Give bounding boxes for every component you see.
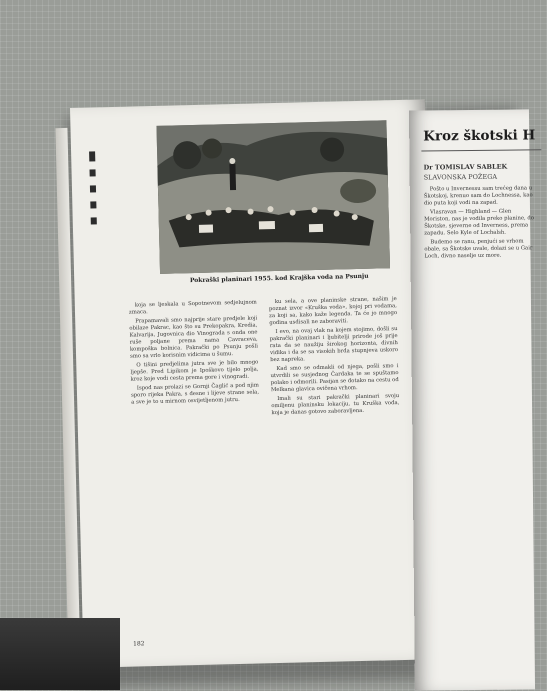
paragraph: Imali su stari pakrački planinari svoju omiljenu planinsku lokaciju, tu Kruška voda, koja je danas gotovo zaboravljena. [271, 393, 400, 417]
dark-object [0, 618, 120, 690]
article-city: SLAVONSKA POŽEGA [423, 172, 498, 182]
group-photo-image [156, 120, 390, 274]
margin-mark [90, 201, 96, 208]
paragraph: Pošto u Invernessu sam trećeg dana u Škotskoj, krenuo sam do Lochnessa, kao dio puta koji vodi na zapad. [423, 185, 533, 207]
title-rule [421, 149, 541, 151]
paragraph: Prapamavali smo najprije stare predjele koji obilaze Pakrac, kao što su Prekopakra, Kredia, Kalvarija, Jugovnica dio Vinograda s onda one ruše poljane prema nama Cavraceva, kompoška bolnica. Pakrački po Psunju pošli smo sa vrlo korisnim vidicima u šumu. [129, 315, 258, 360]
margin-mark [90, 185, 96, 192]
right-page [409, 109, 535, 690]
group-photo [156, 120, 390, 274]
right-text-column [269, 296, 405, 629]
left-page [70, 99, 439, 668]
article-text [424, 185, 539, 686]
paragraph: O tišini predjelima jutra sve je bilo mnogo ljepše. Pred Lipikom je Ipoškovo tijelo polja, kroz koje vodi cesta prema gore i vinogradi. [130, 359, 259, 383]
paragraph: ku sela, a ove planinske strane, našim je poznat izvor «Kruška voda», kojoj pri vodama, za koji sa, kako kaže legenda. Ta će jo mnogo godina usdisali ne zaboraviti. [268, 296, 398, 327]
left-text-column [129, 299, 265, 632]
margin-mark [91, 217, 97, 224]
paragraph: Budemo se ranu, penjući se vrhom obale, sa Škotske uvale, dolazi se u Gair Loch, divno naselje uz more. [424, 238, 533, 260]
margin-mark [90, 169, 96, 176]
margin-mark [89, 151, 95, 161]
page-number: 182 [133, 640, 145, 648]
paragraph: Ispod nas prolazi se Gornji Čaglić a pod njim sporo rijeka Pakra, s desne i lijeve strane sela, a sve je to u mirnom osvijetljenom jutru. [130, 382, 260, 406]
paragraph: I evo, na ovaj vlak na kojem stojimo, došli su pakrački planinari i ljubitelji prirode još prije rata da se naužiju širokog horizonta, divnih vidika i da se sa visokih brda stupnjeva uskoro bez napreka. [269, 326, 399, 364]
paragraph: Vlasravan — Highland — Glen Moriston, nas je vodila preko planine, do Škotske, sjeverne od Inverness, prema zapadu. Selo Kyle of Lochalsh. [424, 208, 535, 237]
photo-caption: Pokraški planinari 1955. kod Krajška voda na Psunju [189, 272, 369, 285]
article-title: Kroz škotski H [423, 127, 536, 145]
article-author: Dr TOMISLAV SABLEK [423, 162, 508, 172]
paragraph: koja se ljeskala u Sopotnevom sedjelujnom zmaca. [128, 299, 257, 316]
paragraph: Kad smo se odmakli od njega, pošli smo i utvrdili se susjednog Čardaka te se spuštamo polako i odmorili. Pasijan se dotako na cestu od Melkana glavica ovičena vrhom. [270, 363, 399, 394]
